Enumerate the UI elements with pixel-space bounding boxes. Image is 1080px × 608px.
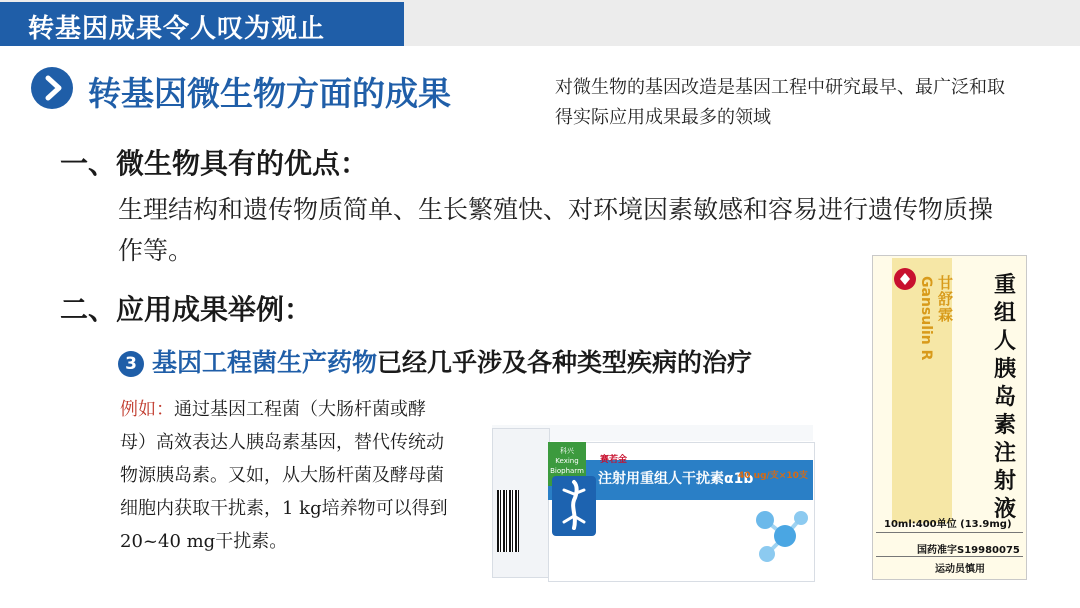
insulin-brand-latin: Gansulin R [918, 276, 934, 361]
manufacturer-logo-icon [894, 268, 916, 290]
box-brand: 赛若金 [600, 455, 628, 465]
barcode [497, 490, 519, 552]
insulin-brand: 甘舒霖 [938, 274, 954, 324]
part1-body: 生理结构和遗传物质简单、生长繁殖快、对环境因素敏感和容易进行遗传物质操作等。 [118, 195, 994, 265]
insulin-approval-number: 国药准字S19980075 [917, 545, 1020, 556]
box-side-label: 科兴 Kexing Biopharm [548, 442, 586, 486]
molecule-icon [745, 500, 809, 576]
chevron-right-circle-icon [31, 67, 73, 109]
point-rest: 已经几乎涉及各种类型疾病的治疗 [377, 348, 753, 377]
insulin-product-name: 重组人胰岛素注射液 [993, 273, 1016, 522]
example-paragraph [120, 393, 450, 558]
part2-heading: 二、应用成果举例： [60, 293, 313, 326]
point-highlight: 基因工程菌生产药物 [152, 348, 378, 377]
insulin-spec: 10ml:400单位 (13.9mg) [884, 519, 1012, 530]
box-product-name: 注射用重组人干扰素α1b [598, 471, 754, 487]
intro-note: 对微生物的基因改造是基因工程中研究最早、最广泛和取得实际应用成果最多的领域 [555, 77, 1005, 128]
header-title: 转基因成果令人叹为观止 [28, 14, 326, 44]
point-number: 3 [118, 351, 144, 377]
insulin-warning: 运动员慎用 [935, 564, 985, 575]
example-label: 例如： [120, 399, 174, 420]
example-text: 通过基因工程菌（大肠杆菌或酵母）高效表达人胰岛素基因，替代传统动物源胰岛素。又如，从大肠杆菌及酵母菌细胞内获取干扰素，1 kg培养物可以得到20~40 mg干扰素。 [120, 399, 448, 552]
part1-heading: 一、微生物具有的优点： [60, 147, 369, 180]
insulin-divider [876, 532, 1023, 533]
section-title: 转基因微生物方面的成果 [88, 74, 451, 113]
insulin-divider [876, 556, 1023, 557]
gecko-logo-icon [552, 476, 596, 536]
box-spec: 40 ug/支×10支 [738, 471, 808, 481]
header-tab [0, 2, 404, 46]
application-point [118, 343, 752, 379]
